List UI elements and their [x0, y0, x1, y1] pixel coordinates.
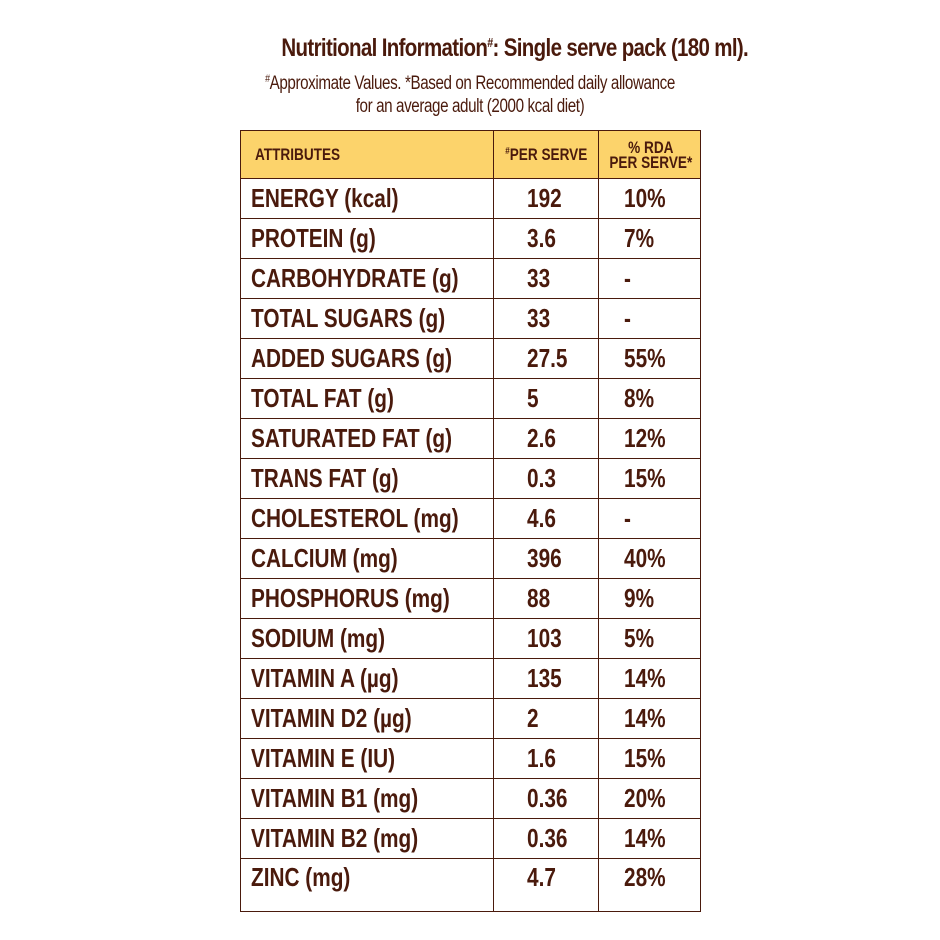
approximate-values-note — [262, 72, 678, 118]
attribute-cell: VITAMIN D2 (µg) — [241, 699, 494, 739]
per-serve-cell: 192 — [494, 179, 599, 219]
attribute-cell: TOTAL SUGARS (g) — [241, 299, 494, 339]
attribute-cell: ENERGY (kcal) — [241, 179, 494, 219]
rda-cell: - — [599, 299, 701, 339]
rda-cell: 55% — [599, 339, 701, 379]
table-row — [241, 459, 701, 499]
attribute-cell: ADDED SUGARS (g) — [241, 339, 494, 379]
rda-cell: 14% — [599, 819, 701, 859]
rda-cell: 28% — [599, 859, 701, 912]
attribute-cell: VITAMIN E (IU) — [241, 739, 494, 779]
attribute-cell: TRANS FAT (g) — [241, 459, 494, 499]
per-serve-cell: 0.3 — [494, 459, 599, 499]
table-row — [241, 299, 701, 339]
note-hash-mark: # — [265, 73, 270, 85]
attribute-cell: SATURATED FAT (g) — [241, 419, 494, 459]
per-serve-cell: 0.36 — [494, 779, 599, 819]
attribute-cell: VITAMIN A (µg) — [241, 659, 494, 699]
attribute-cell: SODIUM (mg) — [241, 619, 494, 659]
attribute-cell: VITAMIN B2 (mg) — [241, 819, 494, 859]
attribute-cell: PHOSPHORUS (mg) — [241, 579, 494, 619]
per-serve-cell: 33 — [494, 299, 599, 339]
per-serve-cell: 135 — [494, 659, 599, 699]
rda-cell: 9% — [599, 579, 701, 619]
nutrition-table — [240, 130, 701, 912]
per-serve-cell: 2 — [494, 699, 599, 739]
note-text: Approximate Values. *Based on Recommended daily allowance for an average adult (2000 kcal diet) — [269, 73, 675, 117]
attribute-cell: CARBOHYDRATE (g) — [241, 259, 494, 299]
rda-cell: 15% — [599, 459, 701, 499]
rda-label-line1: % RDA — [628, 137, 674, 157]
table-row — [241, 259, 701, 299]
rda-cell: 14% — [599, 659, 701, 699]
attribute-cell: CALCIUM (mg) — [241, 539, 494, 579]
table-row — [241, 699, 701, 739]
attribute-cell: PROTEIN (g) — [241, 219, 494, 259]
per-serve-cell: 88 — [494, 579, 599, 619]
title-text: Nutritional Information — [281, 34, 488, 62]
table-row — [241, 499, 701, 539]
per-serve-cell: 3.6 — [494, 219, 599, 259]
column-header-per-serve — [494, 131, 599, 179]
per-serve-cell: 27.5 — [494, 339, 599, 379]
per-serve-cell: 5 — [494, 379, 599, 419]
rda-cell: - — [599, 499, 701, 539]
table-row — [241, 659, 701, 699]
per-serve-cell: 396 — [494, 539, 599, 579]
rda-cell: 10% — [599, 179, 701, 219]
per-serve-cell: 2.6 — [494, 419, 599, 459]
rda-cell: 20% — [599, 779, 701, 819]
table-row — [241, 339, 701, 379]
header-row — [241, 131, 701, 179]
table-row — [241, 859, 701, 912]
column-header-rda — [599, 131, 701, 179]
rda-cell: 15% — [599, 739, 701, 779]
rda-cell: 7% — [599, 219, 701, 259]
per-serve-label: PER SERVE — [509, 144, 588, 164]
table-row — [241, 419, 701, 459]
column-header-attributes: ATTRIBUTES — [241, 131, 494, 179]
table-row — [241, 819, 701, 859]
per-serve-cell: 1.6 — [494, 739, 599, 779]
rda-cell: 40% — [599, 539, 701, 579]
attribute-cell: VITAMIN B1 (mg) — [241, 779, 494, 819]
table-row — [241, 779, 701, 819]
table-row — [241, 219, 701, 259]
table-row — [241, 619, 701, 659]
title-pack-size: : Single serve pack (180 ml). — [492, 34, 749, 62]
table-row — [241, 539, 701, 579]
rda-label-line2: PER SERVE* — [609, 152, 693, 172]
table-header — [241, 131, 701, 179]
rda-cell: 12% — [599, 419, 701, 459]
attribute-cell: CHOLESTEROL (mg) — [241, 499, 494, 539]
rda-cell: - — [599, 259, 701, 299]
table-row — [241, 579, 701, 619]
nutrition-title — [281, 34, 749, 63]
rda-cell: 14% — [599, 699, 701, 739]
table-row — [241, 739, 701, 779]
rda-cell: 8% — [599, 379, 701, 419]
per-serve-cell: 0.36 — [494, 819, 599, 859]
per-serve-cell: 33 — [494, 259, 599, 299]
attribute-cell: ZINC (mg) — [241, 859, 494, 912]
per-serve-hash-mark: # — [504, 145, 510, 157]
rda-cell: 5% — [599, 619, 701, 659]
per-serve-cell: 4.6 — [494, 499, 599, 539]
title-hash-mark: # — [487, 35, 493, 50]
table-body — [241, 179, 701, 912]
table-row — [241, 379, 701, 419]
table-row — [241, 179, 701, 219]
per-serve-cell: 4.7 — [494, 859, 599, 912]
attribute-cell: TOTAL FAT (g) — [241, 379, 494, 419]
per-serve-cell: 103 — [494, 619, 599, 659]
